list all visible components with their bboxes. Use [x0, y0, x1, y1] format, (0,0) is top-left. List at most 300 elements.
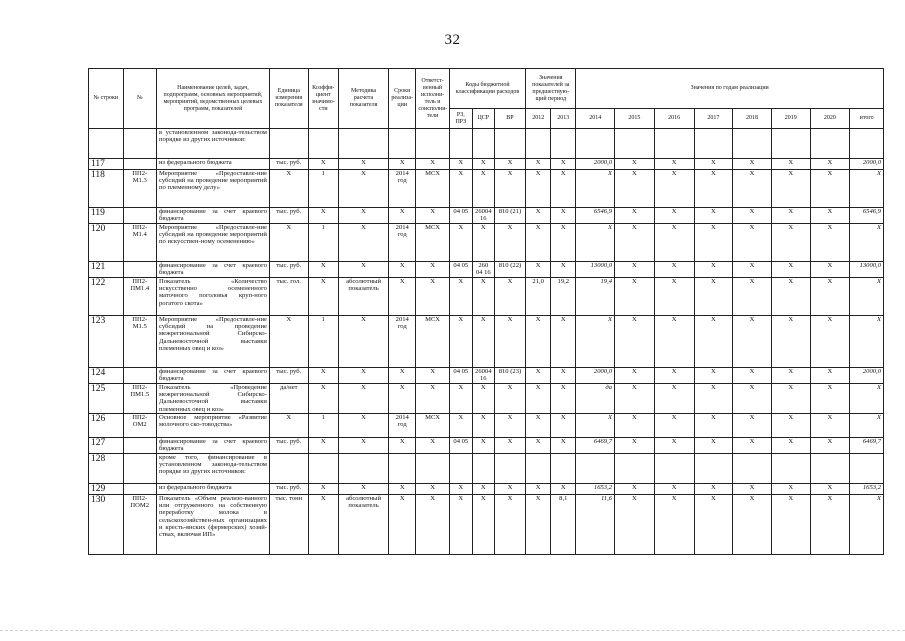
cell-y2020: X — [810, 316, 850, 368]
cell-y2014 — [576, 454, 615, 484]
header-budget-codes: Коды бюджетной классификации расходов — [449, 69, 525, 109]
cell-y2013: X — [551, 208, 576, 224]
cell-name: финансирование за счет краевого бюджета — [156, 368, 269, 384]
cell-name: финансирование за счет краевого бюджета — [156, 438, 269, 454]
cell-y2013: X — [551, 368, 576, 384]
cell-coef: X — [308, 368, 338, 384]
cell-n: 123 — [89, 316, 124, 368]
cell-code: ПП2-ОМ2 — [123, 414, 156, 438]
cell-y2012: X — [526, 170, 551, 208]
cell-vr: X — [494, 438, 525, 454]
cell-y2014: да — [576, 384, 615, 414]
table-row — [89, 368, 884, 384]
cell-method: X — [338, 414, 388, 438]
cell-y2015: X — [615, 495, 655, 555]
cell-rz: 04 05 — [449, 208, 472, 224]
cell-csr: X — [472, 438, 494, 454]
cell-code: ПП2-М1.5 — [123, 316, 156, 368]
cell-y2013 — [551, 454, 576, 484]
cell-y2018: X — [733, 316, 772, 368]
cell-y2014: 6546,9 — [576, 208, 615, 224]
cell-code: ПП2-ПМ1.5 — [123, 384, 156, 414]
cell-y2019: X — [771, 278, 810, 316]
cell-method — [338, 454, 388, 484]
cell-y2015: X — [615, 262, 655, 278]
cell-exec: X — [416, 208, 449, 224]
cell-name: из федерального бюджета — [156, 484, 269, 495]
cell-code — [123, 129, 156, 159]
cell-exec: X — [416, 278, 449, 316]
cell-y2019: X — [771, 384, 810, 414]
cell-y2020: X — [810, 384, 850, 414]
cell-total: X — [850, 414, 884, 438]
table-row — [89, 484, 884, 495]
header-2020: 2020 — [810, 109, 850, 129]
cell-unit: X — [269, 170, 308, 208]
cell-y2018: X — [733, 278, 772, 316]
cell-y2018: X — [733, 208, 772, 224]
table-row — [89, 208, 884, 224]
cell-y2012: X — [526, 159, 551, 170]
cell-csr: X — [472, 170, 494, 208]
cell-y2014: X — [576, 414, 615, 438]
header-2016: 2016 — [654, 109, 694, 129]
cell-y2016: X — [654, 208, 694, 224]
cell-rz: X — [449, 484, 472, 495]
cell-y2019: X — [771, 414, 810, 438]
cell-y2013: 8,1 — [551, 495, 576, 555]
cell-y2015: X — [615, 170, 655, 208]
cell-exec: МСХ — [416, 170, 449, 208]
cell-coef: 1 — [308, 170, 338, 208]
cell-unit: тыс. тонн — [269, 495, 308, 555]
cell-total: 2000,0 — [850, 159, 884, 170]
cell-y2013: X — [551, 414, 576, 438]
cell-y2014 — [576, 129, 615, 159]
cell-y2013: X — [551, 159, 576, 170]
cell-y2012: X — [526, 224, 551, 262]
cell-n: 121 — [89, 262, 124, 278]
cell-y2019: X — [771, 484, 810, 495]
cell-y2012: X — [526, 438, 551, 454]
cell-n: 129 — [89, 484, 124, 495]
cell-csr: 26004 16 — [472, 368, 494, 384]
cell-total — [850, 454, 884, 484]
cell-method: X — [338, 316, 388, 368]
cell-exec: X — [416, 495, 449, 555]
cell-total: 6469,7 — [850, 438, 884, 454]
cell-code — [123, 368, 156, 384]
cell-y2014: X — [576, 170, 615, 208]
cell-y2017: X — [694, 170, 733, 208]
cell-y2018: X — [733, 484, 772, 495]
cell-y2020: X — [810, 208, 850, 224]
cell-y2014: 6469,7 — [576, 438, 615, 454]
cell-term: X — [389, 262, 416, 278]
cell-unit — [269, 129, 308, 159]
cell-total: X — [850, 384, 884, 414]
cell-y2016: X — [654, 278, 694, 316]
cell-y2013: X — [551, 384, 576, 414]
cell-y2014: 2000,0 — [576, 159, 615, 170]
cell-y2013: X — [551, 484, 576, 495]
cell-term: 2014 год — [389, 414, 416, 438]
cell-n: 130 — [89, 495, 124, 555]
cell-exec — [416, 129, 449, 159]
cell-coef — [308, 454, 338, 484]
cell-y2019 — [771, 129, 810, 159]
cell-y2015: X — [615, 384, 655, 414]
cell-code — [123, 454, 156, 484]
header-name: Наименование целей, задач, подпрограмм, основных мероприятий, мероприятий, ведомственных целевых программ, показателей — [156, 69, 269, 129]
cell-y2016: X — [654, 384, 694, 414]
cell-vr: X — [494, 224, 525, 262]
cell-n: 120 — [89, 224, 124, 262]
cell-y2015: X — [615, 159, 655, 170]
cell-n: 117 — [89, 159, 124, 170]
cell-y2019: X — [771, 159, 810, 170]
cell-y2016: X — [654, 484, 694, 495]
cell-total: X — [850, 316, 884, 368]
scan-edge — [0, 630, 905, 641]
cell-coef: X — [308, 208, 338, 224]
header-row-no: № строки — [89, 69, 124, 129]
cell-coef: X — [308, 438, 338, 454]
cell-y2020: X — [810, 170, 850, 208]
cell-n: 126 — [89, 414, 124, 438]
header-code-no: № — [123, 69, 156, 129]
cell-n: 119 — [89, 208, 124, 224]
cell-code — [123, 208, 156, 224]
cell-y2018: X — [733, 170, 772, 208]
cell-exec — [416, 454, 449, 484]
cell-vr — [494, 129, 525, 159]
cell-coef: X — [308, 384, 338, 414]
cell-name: в установленном законода-тельством порядке из других источников: — [156, 129, 269, 159]
header-vr: ВР — [494, 109, 525, 129]
cell-y2019: X — [771, 495, 810, 555]
cell-method: X — [338, 224, 388, 262]
cell-exec: X — [416, 384, 449, 414]
cell-csr: 260 04 16 — [472, 262, 494, 278]
cell-exec: МСХ — [416, 414, 449, 438]
cell-y2019: X — [771, 224, 810, 262]
cell-y2019: X — [771, 438, 810, 454]
cell-exec: X — [416, 368, 449, 384]
cell-y2015: X — [615, 278, 655, 316]
cell-y2014: X — [576, 316, 615, 368]
table-row — [89, 414, 884, 438]
cell-y2018: X — [733, 159, 772, 170]
cell-name: Показатель «Объем реализо-ванного или отгруженного на собственную переработку молока в сельскохозяйствен-ных организациях и кресть-янских (фермерских) хозяй-ствах, включая ИП» — [156, 495, 269, 555]
cell-total: 6546,9 — [850, 208, 884, 224]
cell-method: X — [338, 438, 388, 454]
cell-rz — [449, 454, 472, 484]
table-row — [89, 384, 884, 414]
cell-y2016 — [654, 454, 694, 484]
cell-rz: X — [449, 224, 472, 262]
cell-exec: МСХ — [416, 224, 449, 262]
cell-method: X — [338, 159, 388, 170]
header-2017: 2017 — [694, 109, 733, 129]
cell-y2015: X — [615, 438, 655, 454]
cell-csr: X — [472, 384, 494, 414]
cell-y2020: X — [810, 159, 850, 170]
cell-method: абсолютный показатель — [338, 495, 388, 555]
cell-rz: 04 05 — [449, 368, 472, 384]
cell-unit: да/нет — [269, 384, 308, 414]
header-2015: 2015 — [615, 109, 655, 129]
cell-y2016 — [654, 129, 694, 159]
cell-term: X — [389, 368, 416, 384]
cell-y2013: X — [551, 170, 576, 208]
cell-name: Мероприятие «Предоставле-ние субсидий на проведение мероприятий по искусствен-ному осеменению» — [156, 224, 269, 262]
cell-y2020: X — [810, 368, 850, 384]
cell-csr: 26004 16 — [472, 208, 494, 224]
cell-vr: X — [494, 278, 525, 316]
cell-vr: X — [494, 170, 525, 208]
cell-y2016: X — [654, 159, 694, 170]
cell-coef — [308, 129, 338, 159]
cell-y2020: X — [810, 438, 850, 454]
cell-term — [389, 129, 416, 159]
cell-n: 122 — [89, 278, 124, 316]
cell-y2017: X — [694, 278, 733, 316]
cell-coef: 1 — [308, 414, 338, 438]
cell-y2017: X — [694, 224, 733, 262]
cell-name: Мероприятие «Предоставле-ние субсидий на проведение мероприятий по племенному делу» — [156, 170, 269, 208]
cell-y2013: X — [551, 224, 576, 262]
table-row — [89, 262, 884, 278]
cell-name: финансирование за счет краевого бюджета — [156, 262, 269, 278]
indicator-table — [88, 68, 884, 555]
cell-method: X — [338, 208, 388, 224]
cell-y2020: X — [810, 278, 850, 316]
cell-csr: X — [472, 278, 494, 316]
cell-csr: X — [472, 316, 494, 368]
cell-exec: X — [416, 159, 449, 170]
cell-method: X — [338, 484, 388, 495]
header-coef: Коэффи-циент значимо-сти — [308, 69, 338, 129]
cell-vr: X — [494, 159, 525, 170]
cell-y2013: X — [551, 438, 576, 454]
cell-coef: 1 — [308, 316, 338, 368]
cell-unit: тыс. руб. — [269, 159, 308, 170]
cell-term: X — [389, 384, 416, 414]
cell-exec: МСХ — [416, 316, 449, 368]
cell-y2020 — [810, 454, 850, 484]
cell-y2012: X — [526, 495, 551, 555]
cell-n: 127 — [89, 438, 124, 454]
cell-coef: X — [308, 484, 338, 495]
cell-y2018 — [733, 454, 772, 484]
header-2012: 2012 — [526, 109, 551, 129]
cell-total: 2000,0 — [850, 368, 884, 384]
cell-y2020: X — [810, 224, 850, 262]
cell-code — [123, 484, 156, 495]
cell-unit — [269, 454, 308, 484]
cell-y2017 — [694, 129, 733, 159]
header-years-values: Значения по годам реализации — [576, 69, 884, 109]
cell-y2013: X — [551, 316, 576, 368]
cell-y2016: X — [654, 438, 694, 454]
cell-csr: X — [472, 414, 494, 438]
cell-y2018: X — [733, 438, 772, 454]
header-2013: 2013 — [551, 109, 576, 129]
cell-y2020: X — [810, 484, 850, 495]
cell-y2012: X — [526, 368, 551, 384]
cell-rz: X — [449, 316, 472, 368]
cell-name: Основное мероприятие «Развитие молочного ско-товодства» — [156, 414, 269, 438]
header-rz: РЗ, ПРЗ — [449, 109, 472, 129]
header-term: Сроки реализа-ции — [389, 69, 416, 129]
cell-y2015: X — [615, 484, 655, 495]
cell-total — [850, 129, 884, 159]
cell-y2018: X — [733, 414, 772, 438]
cell-y2013: 19,2 — [551, 278, 576, 316]
cell-y2015 — [615, 129, 655, 159]
table-row — [89, 159, 884, 170]
cell-y2012: X — [526, 262, 551, 278]
cell-unit: тыс. руб. — [269, 208, 308, 224]
cell-y2015 — [615, 454, 655, 484]
cell-y2020: X — [810, 495, 850, 555]
cell-name: Показатель «Количество искусственно осемененного маточного поголовья круп-ного рогатого скота» — [156, 278, 269, 316]
cell-y2017: X — [694, 368, 733, 384]
cell-name: Показатель «Проведение межрегиональной Сибирско-Дальневосточной выставки племенных овец и коз» — [156, 384, 269, 414]
cell-code: ПП2-ПОМ2 — [123, 495, 156, 555]
cell-rz: 04 05 — [449, 438, 472, 454]
cell-term: 2014 год — [389, 316, 416, 368]
cell-y2015: X — [615, 208, 655, 224]
cell-n: 128 — [89, 454, 124, 484]
cell-term — [389, 454, 416, 484]
cell-coef: X — [308, 278, 338, 316]
cell-y2016: X — [654, 170, 694, 208]
cell-total: X — [850, 224, 884, 262]
cell-vr: X — [494, 414, 525, 438]
cell-unit: тыс. руб. — [269, 262, 308, 278]
cell-method: X — [338, 368, 388, 384]
cell-unit: X — [269, 414, 308, 438]
cell-rz: X — [449, 414, 472, 438]
cell-term: X — [389, 438, 416, 454]
cell-term: X — [389, 159, 416, 170]
cell-y2018: X — [733, 384, 772, 414]
table-body — [89, 129, 884, 555]
header-2018: 2018 — [733, 109, 772, 129]
cell-y2017: X — [694, 159, 733, 170]
cell-y2017: X — [694, 208, 733, 224]
cell-csr: X — [472, 484, 494, 495]
cell-y2019: X — [771, 208, 810, 224]
header-2019: 2019 — [771, 109, 810, 129]
cell-y2017 — [694, 454, 733, 484]
cell-y2019: X — [771, 368, 810, 384]
cell-method: X — [338, 384, 388, 414]
cell-y2016: X — [654, 262, 694, 278]
cell-total: X — [850, 495, 884, 555]
cell-y2019: X — [771, 170, 810, 208]
cell-n: 124 — [89, 368, 124, 384]
cell-exec: X — [416, 438, 449, 454]
cell-total: X — [850, 278, 884, 316]
cell-y2019 — [771, 454, 810, 484]
cell-term: 2014 год — [389, 224, 416, 262]
cell-csr: X — [472, 224, 494, 262]
cell-y2015: X — [615, 316, 655, 368]
cell-y2014: 1653,2 — [576, 484, 615, 495]
cell-y2015: X — [615, 224, 655, 262]
cell-y2012: 21,0 — [526, 278, 551, 316]
table-row — [89, 170, 884, 208]
cell-y2014: 11,6 — [576, 495, 615, 555]
cell-total: 13000,0 — [850, 262, 884, 278]
cell-coef: X — [308, 495, 338, 555]
cell-y2020 — [810, 129, 850, 159]
cell-csr: X — [472, 495, 494, 555]
cell-y2012: X — [526, 414, 551, 438]
table-row — [89, 129, 884, 159]
cell-code: ПП2-ПМ1.4 — [123, 278, 156, 316]
cell-name: из федерального бюджета — [156, 159, 269, 170]
cell-rz — [449, 129, 472, 159]
header-executor: Ответст-венный исполни-тель и соисполни-тели — [416, 69, 449, 129]
cell-n: 118 — [89, 170, 124, 208]
cell-y2019: X — [771, 262, 810, 278]
cell-n — [89, 129, 124, 159]
table-row — [89, 316, 884, 368]
cell-vr: X — [494, 484, 525, 495]
cell-vr: X — [494, 316, 525, 368]
cell-code — [123, 438, 156, 454]
table-row — [89, 438, 884, 454]
cell-y2014: 2000,0 — [576, 368, 615, 384]
cell-y2017: X — [694, 495, 733, 555]
cell-name: финансирование за счет краевого бюджета — [156, 208, 269, 224]
cell-term: X — [389, 495, 416, 555]
header-unit: Единица измерения показателя — [269, 69, 308, 129]
cell-y2015: X — [615, 414, 655, 438]
cell-name: Мероприятие «Предоставле-ние субсидий на проведение межрегиональной Сибирско-Дальневосточной выставки племенных овец и коз» — [156, 316, 269, 368]
cell-y2017: X — [694, 414, 733, 438]
cell-y2014: X — [576, 224, 615, 262]
cell-exec: X — [416, 262, 449, 278]
cell-y2020: X — [810, 262, 850, 278]
table-row — [89, 224, 884, 262]
cell-y2018: X — [733, 495, 772, 555]
cell-y2017: X — [694, 384, 733, 414]
cell-y2018 — [733, 129, 772, 159]
cell-unit: X — [269, 316, 308, 368]
cell-y2017: X — [694, 262, 733, 278]
cell-coef: X — [308, 262, 338, 278]
cell-y2017: X — [694, 316, 733, 368]
cell-n: 125 — [89, 384, 124, 414]
cell-y2012: X — [526, 208, 551, 224]
cell-rz: X — [449, 495, 472, 555]
cell-vr: X — [494, 495, 525, 555]
cell-y2016: X — [654, 414, 694, 438]
table-row — [89, 278, 884, 316]
cell-csr: X — [472, 159, 494, 170]
cell-method: абсолютный показатель — [338, 278, 388, 316]
cell-vr: X — [494, 384, 525, 414]
cell-rz: X — [449, 384, 472, 414]
cell-y2016: X — [654, 495, 694, 555]
cell-y2018: X — [733, 224, 772, 262]
header-prev-values: Значения показателей за предшествую-щий период — [526, 69, 576, 109]
